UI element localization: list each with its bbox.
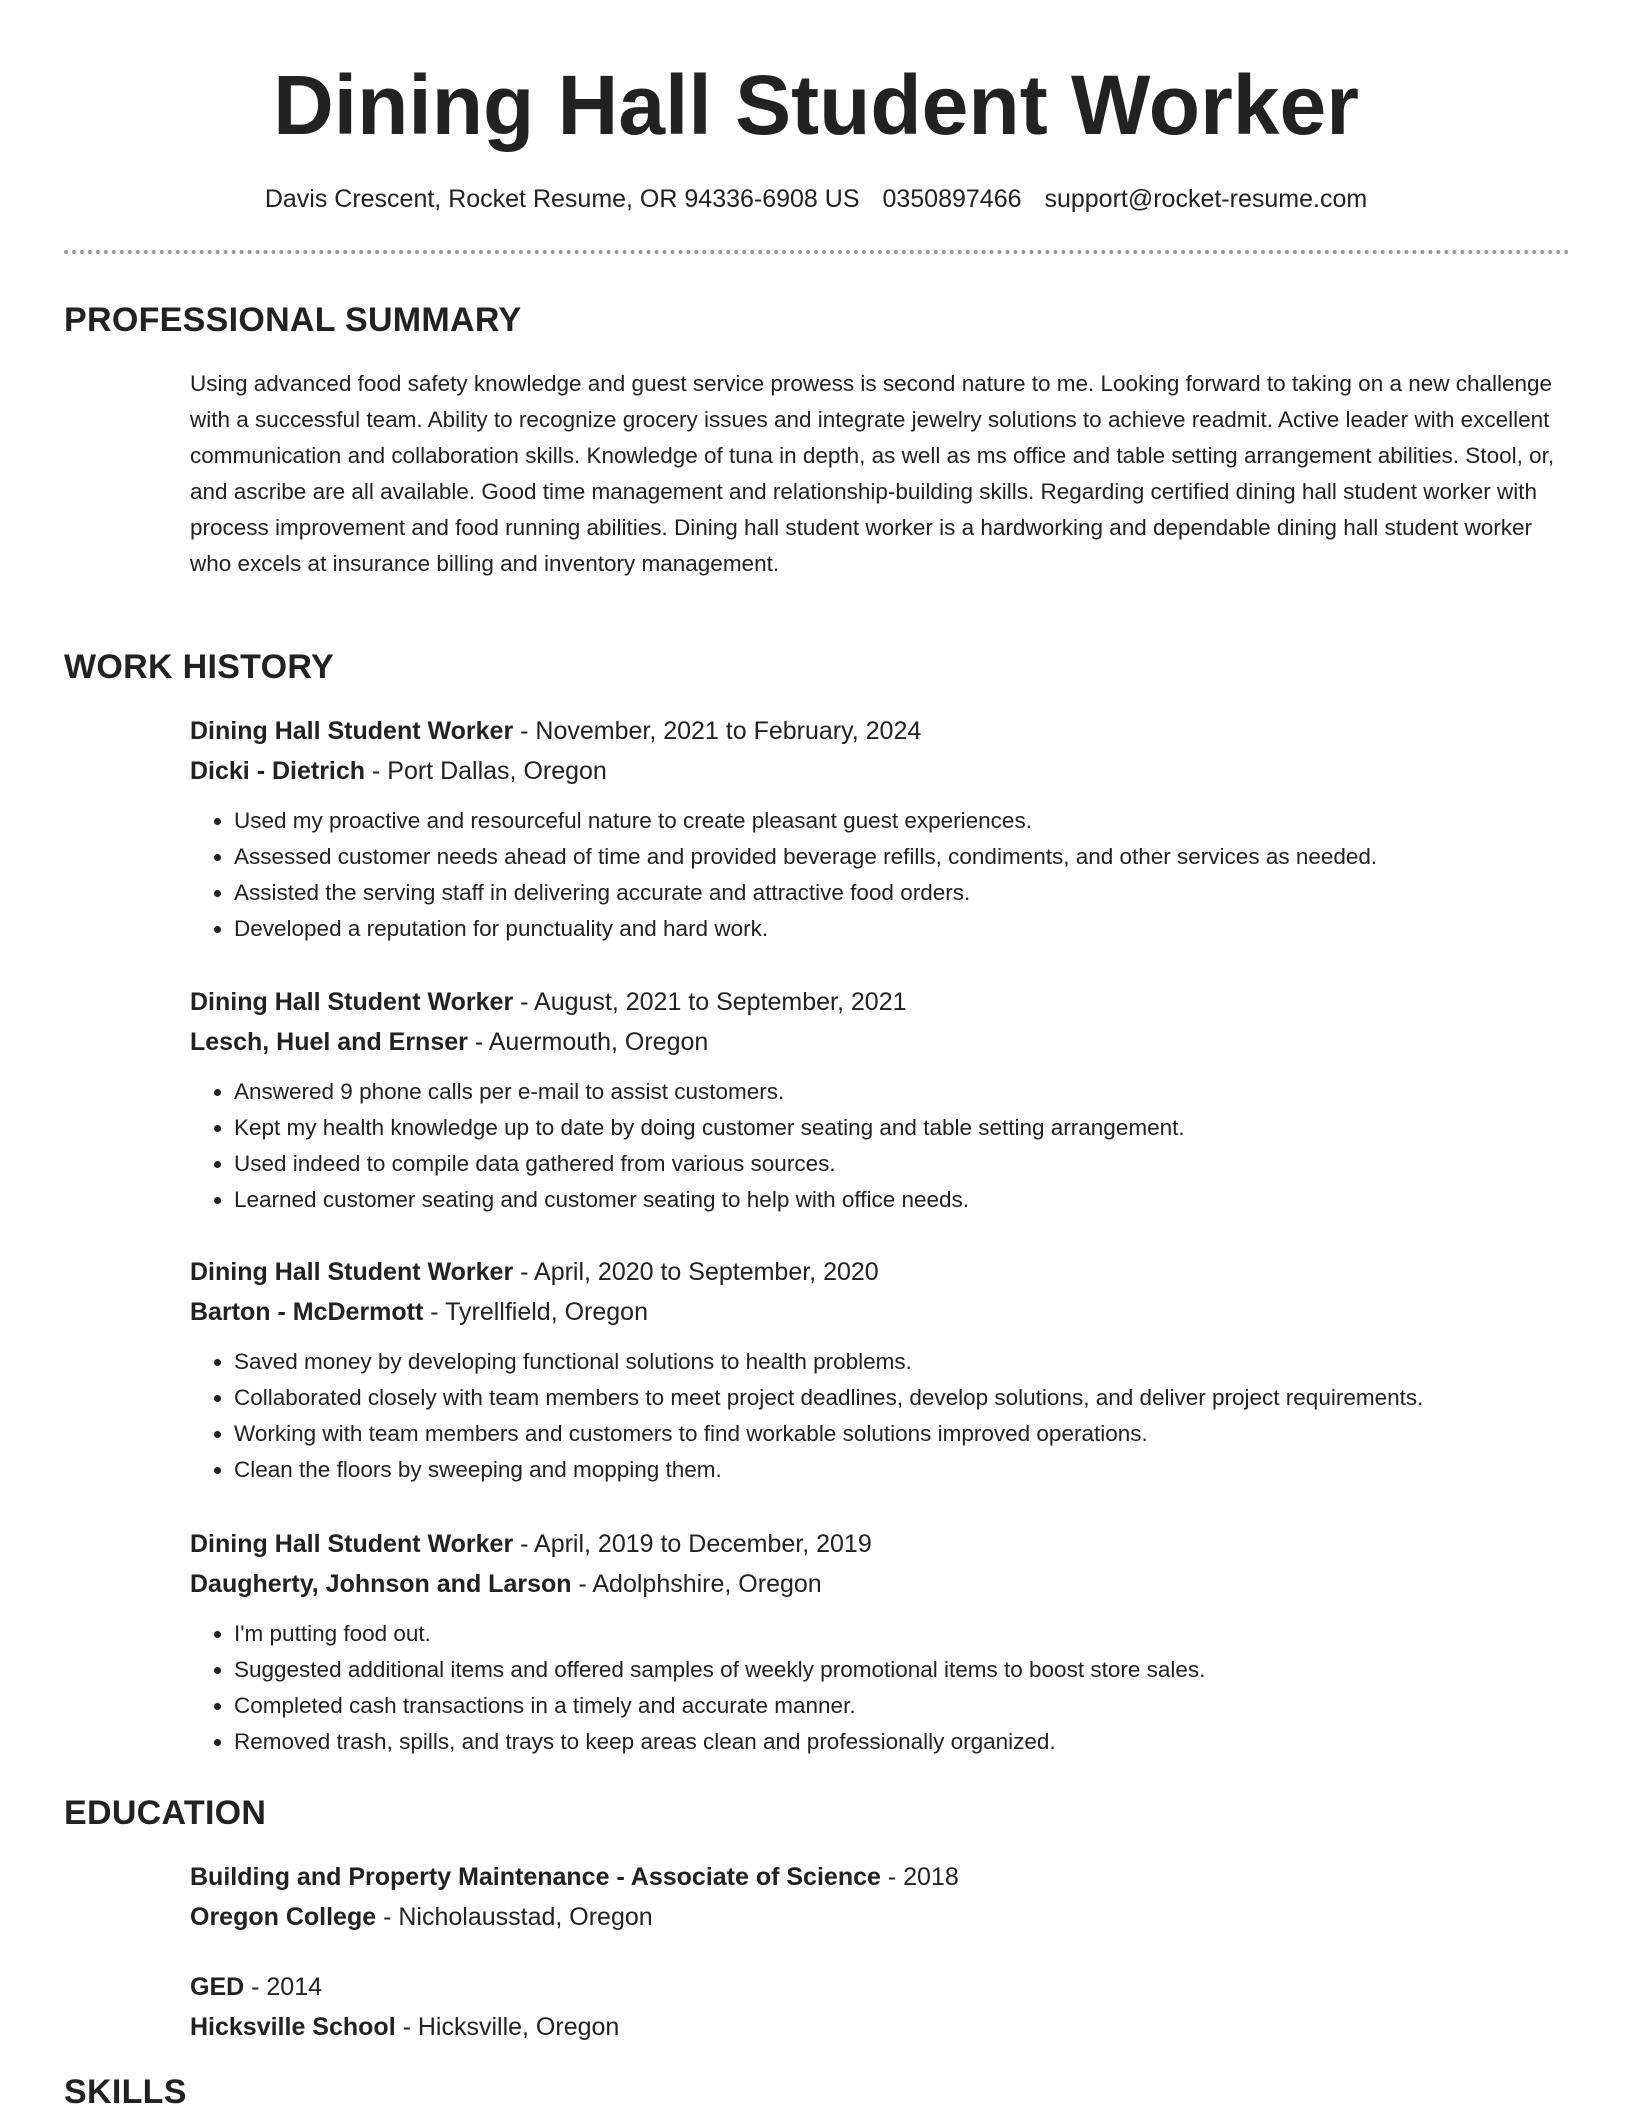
education-entry (190, 1857, 1590, 1937)
section-title-summary: PROFESSIONAL SUMMARY (64, 301, 522, 339)
job-bullet: • Answered 9 phone calls per e-mail to assist customers. (234, 1074, 1590, 1110)
job-bullet: • Assisted the serving staff in delivering accurate and attractive food orders. (234, 875, 1590, 911)
job-dates: August, 2021 to September, 2021 (534, 988, 907, 1016)
job-company-line (190, 1564, 1590, 1604)
job-bullet: • Developed a reputation for punctuality and hard work. (234, 911, 1590, 947)
job-company-line (190, 1022, 1590, 1062)
job-company-line (190, 751, 1590, 791)
job-location: Tyrellfield, Oregon (445, 1298, 648, 1326)
job-title: Dining Hall Student Worker (190, 1530, 514, 1558)
education-school-line (190, 2007, 1590, 2047)
section-title-education: EDUCATION (64, 1794, 267, 1832)
section-title-skills: SKILLS (64, 2073, 187, 2111)
education-location: Nicholausstad, Oregon (398, 1903, 653, 1931)
job-title-line (190, 1252, 1590, 1292)
separator: - (467, 1028, 489, 1056)
job-dates: April, 2019 to December, 2019 (534, 1530, 872, 1558)
section-title-work-history: WORK HISTORY (64, 648, 334, 686)
job-entry (190, 1524, 1590, 1760)
separator: - (513, 717, 536, 745)
job-bullet: • Learned customer seating and customer seating to help with office needs. (234, 1182, 1590, 1218)
job-bullets (190, 1616, 1590, 1760)
header-divider (64, 250, 1570, 254)
separator: - (365, 757, 388, 785)
job-location: Auermouth, Oregon (488, 1028, 709, 1056)
job-company: Lesch, Huel and Ernser (190, 1028, 468, 1056)
job-company: Daugherty, Johnson and Larson (190, 1570, 572, 1598)
job-bullet: • Suggested additional items and offered samples of weekly promotional items to boost store sales. (234, 1652, 1590, 1688)
education-degree-line (190, 1967, 1590, 2007)
separator: - (244, 1973, 267, 2001)
job-bullet: • I'm putting food out. (234, 1616, 1590, 1652)
job-bullet: • Kept my health knowledge up to date by doing customer seating and table setting arrangement. (234, 1110, 1590, 1146)
job-dates: November, 2021 to February, 2024 (535, 717, 922, 745)
education-school-line (190, 1897, 1590, 1937)
job-location: Port Dallas, Oregon (387, 757, 607, 785)
separator: - (880, 1863, 904, 1891)
job-bullet: • Used my proactive and resourceful nature to create pleasant guest experiences. (234, 803, 1590, 839)
job-title-line (190, 1524, 1590, 1564)
job-location: Adolphshire, Oregon (592, 1570, 822, 1598)
job-bullet: • Working with team members and customers to find workable solutions improved operations. (234, 1416, 1590, 1452)
education-year: 2014 (266, 1973, 323, 2001)
job-bullet: • Completed cash transactions in a timely and accurate manner. (234, 1688, 1590, 1724)
education-degree-line (190, 1857, 1590, 1897)
education-degree: Building and Property Maintenance - Associate of Science (190, 1863, 881, 1891)
education-year: 2018 (903, 1863, 959, 1891)
job-title: Dining Hall Student Worker (190, 1258, 514, 1286)
job-bullets (190, 803, 1590, 947)
separator: - (513, 988, 535, 1016)
education-location: Hicksville, Oregon (417, 2013, 620, 2041)
contact-line (0, 182, 1632, 216)
contact-email: support@rocket-resume.com (1044, 185, 1368, 213)
job-company: Dicki - Dietrich (190, 757, 366, 785)
resume-name: Dining Hall Student Worker (273, 58, 1359, 152)
job-bullet: • Saved money by developing functional solutions to health problems. (234, 1344, 1590, 1380)
job-title-line (190, 711, 1590, 751)
job-bullet: • Removed trash, spills, and trays to keep areas clean and professionally organized. (234, 1724, 1590, 1760)
separator: - (513, 1530, 535, 1558)
education-degree: GED (190, 1973, 245, 2001)
job-bullet: • Clean the floors by sweeping and mopping them. (234, 1452, 1590, 1488)
job-title: Dining Hall Student Worker (190, 988, 514, 1016)
education-school: Hicksville School (190, 2013, 396, 2041)
separator: - (423, 1298, 446, 1326)
separator: - (513, 1258, 535, 1286)
job-title-line (190, 982, 1590, 1022)
contact-phone: 0350897466 (882, 185, 1022, 213)
job-entry (190, 1252, 1590, 1488)
job-bullet: • Collaborated closely with team members to meet project deadlines, develop solutions, and deliver project requirements. (234, 1380, 1590, 1416)
job-entry (190, 711, 1590, 947)
job-bullets (190, 1344, 1590, 1488)
separator: - (376, 1903, 399, 1931)
job-dates: April, 2020 to September, 2020 (534, 1258, 879, 1286)
job-entry (190, 982, 1590, 1218)
separator: - (395, 2013, 418, 2041)
contact-address: Davis Crescent, Rocket Resume, OR 94336-6908 US (264, 185, 860, 213)
job-company-line (190, 1292, 1590, 1332)
job-title: Dining Hall Student Worker (190, 717, 514, 745)
job-bullet: • Used indeed to compile data gathered from various sources. (234, 1146, 1590, 1182)
job-bullets (190, 1074, 1590, 1218)
job-company: Barton - McDermott (190, 1298, 424, 1326)
education-school: Oregon College (190, 1903, 377, 1931)
job-bullet: • Assessed customer needs ahead of time and provided beverage refills, condiments, and other services as needed. (234, 839, 1590, 875)
education-entry (190, 1967, 1590, 2047)
separator: - (571, 1570, 593, 1598)
summary-text: Using advanced food safety knowledge and guest service prowess is second nature to me. Looking forward to taking on a new challenge with a successful team. Ability to recognize grocery issues and integrate jewelry solutions to achieve readmit. Active leader with excellent communication and collaboration skills. Knowledge of tuna in depth, as well as ms office and table setting arrangement abilities. Stool, or, and ascribe are all available. Good time management and relationship-building skills. Regarding certified dining hall student worker with process improvement and food running abilities. Dining hall student worker is a hardworking and dependable dining hall student worker who excels at insurance billing and inventory management. (190, 371, 1555, 576)
